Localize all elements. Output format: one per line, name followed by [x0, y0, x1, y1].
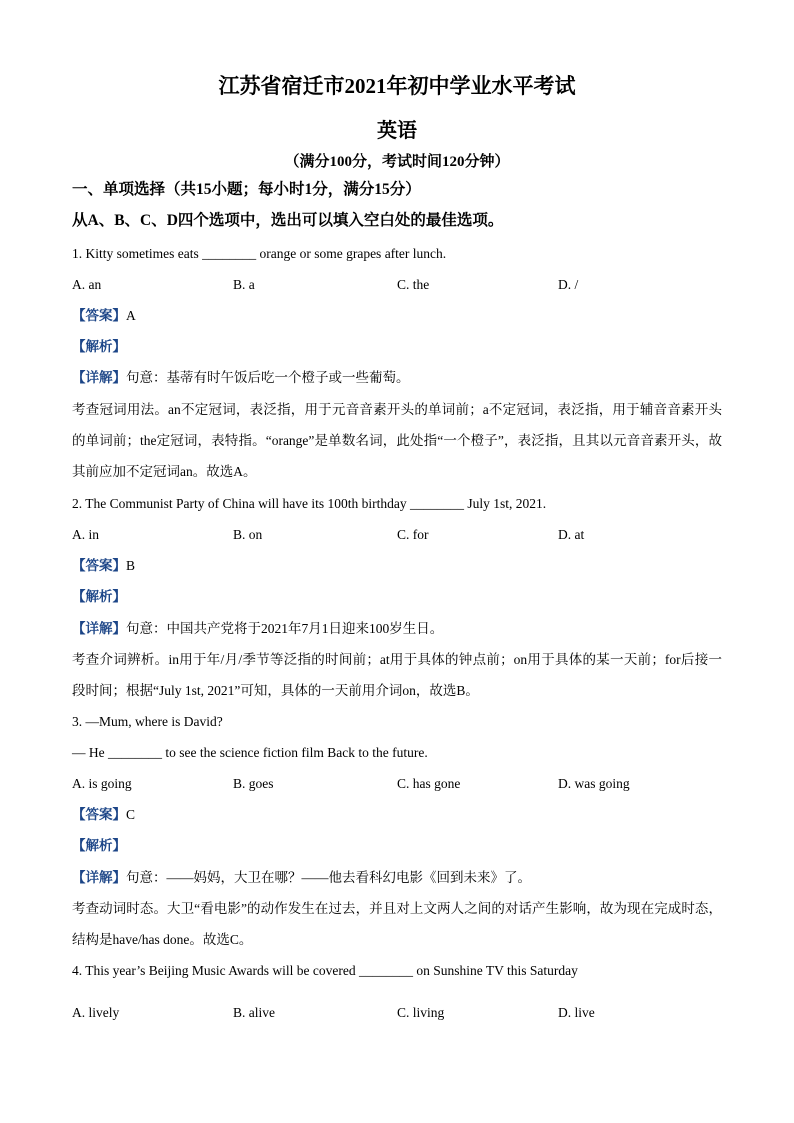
- question-3-answer: [72, 806, 135, 824]
- score-note: （满分100分，考试时间120分钟）: [284, 154, 510, 170]
- question-3-explanation: 考查动词时态。大卫“看电影”的动作发生在过去，并且对上文两人之间的对话产生影响，故为现在完成时态，结构是have/has done。故选C。: [72, 901, 722, 947]
- question-1-stem: 1. Kitty sometimes eats ________ orange or some grapes after lunch.: [72, 246, 447, 261]
- question-3-analysis: [72, 837, 126, 855]
- question-1-option-a: A. an: [72, 277, 102, 292]
- question-1-answer: [72, 307, 136, 325]
- detail-label: 【详解】: [72, 870, 126, 885]
- question-2-option-c: C. for: [397, 527, 429, 542]
- question-3-option-c: C. has gone: [397, 776, 461, 791]
- answer-value: C: [126, 807, 136, 822]
- question-2-option-b: B. on: [233, 527, 263, 542]
- question-2-stem: 2. The Communist Party of China will have its 100th birthday ________ July 1st, 2021.: [72, 496, 547, 511]
- answer-label: 【答案】: [72, 558, 126, 573]
- question-1-explanation: 考查冠词用法。an不定冠词，表泛指，用于元音音素开头的单词前；a不定冠词，表泛指，用于辅音音素开头的单词前；the定冠词，表特指。“orange”是单数名词，此处指“一个橙子”，表泛指，且其以元音音素开头，故其前应加不定冠词an。故选A。: [72, 402, 722, 479]
- question-3-stem-line2: — He ________ to see the science fiction film Back to the future.: [72, 745, 428, 760]
- answer-value: A: [126, 308, 136, 323]
- question-2-option-a: A. in: [72, 527, 99, 542]
- section-heading: 一、单项选择（共15小题；每小时1分，满分15分）: [72, 181, 421, 198]
- question-2-analysis: [72, 588, 126, 606]
- detail-text: 句意：——妈妈，大卫在哪？——他去看科幻电影《回到未来》了。: [126, 870, 531, 885]
- page-title: 江苏省宿迁市2021年初中学业水平考试: [218, 74, 576, 98]
- question-4-option-b: B. alive: [233, 1005, 275, 1020]
- question-4-option-a: A. lively: [72, 1005, 120, 1020]
- section-instruction: 从A、B、C、D四个选项中，选出可以填入空白处的最佳选项。: [72, 212, 504, 229]
- question-3-option-b: B. goes: [233, 776, 274, 791]
- question-3-option-d: D. was going: [558, 776, 630, 791]
- analysis-label: 【解析】: [72, 589, 126, 604]
- question-2-detail: [72, 620, 443, 638]
- answer-label: 【答案】: [72, 308, 126, 323]
- question-1-detail: [72, 369, 410, 387]
- question-2-explanation: 考查介词辨析。in用于年/月/季节等泛指的时间前；at用于具体的钟点前；on用于具体的某一天前；for后接一段时间；根据“July 1st, 2021”可知，具体的一天前用介词on，故选B。: [72, 652, 722, 698]
- question-1-option-c: C. the: [397, 277, 430, 292]
- question-4-option-c: C. living: [397, 1005, 445, 1020]
- analysis-label: 【解析】: [72, 838, 126, 853]
- question-4-option-d: D. live: [558, 1005, 595, 1020]
- question-1-option-b: B. a: [233, 277, 255, 292]
- detail-label: 【详解】: [72, 621, 126, 636]
- answer-value: B: [126, 558, 136, 573]
- question-4-stem: 4. This year’s Beijing Music Awards will be covered ________ on Sunshine TV this Saturday: [72, 963, 578, 978]
- question-1-analysis: [72, 338, 126, 356]
- question-2-option-d: D. at: [558, 527, 585, 542]
- question-3-detail: [72, 869, 531, 887]
- question-2-answer: [72, 557, 135, 575]
- analysis-label: 【解析】: [72, 339, 126, 354]
- question-1-option-d: D. /: [558, 277, 579, 292]
- question-3-stem: 3. —Mum, where is David?: [72, 714, 223, 729]
- subject-title: 英语: [377, 120, 417, 142]
- detail-text: 句意：基蒂有时午饭后吃一个橙子或一些葡萄。: [126, 370, 410, 385]
- detail-text: 句意：中国共产党将于2021年7月1日迎来100岁生日。: [126, 621, 444, 636]
- question-3-option-a: A. is going: [72, 776, 132, 791]
- answer-label: 【答案】: [72, 807, 126, 822]
- detail-label: 【详解】: [72, 370, 126, 385]
